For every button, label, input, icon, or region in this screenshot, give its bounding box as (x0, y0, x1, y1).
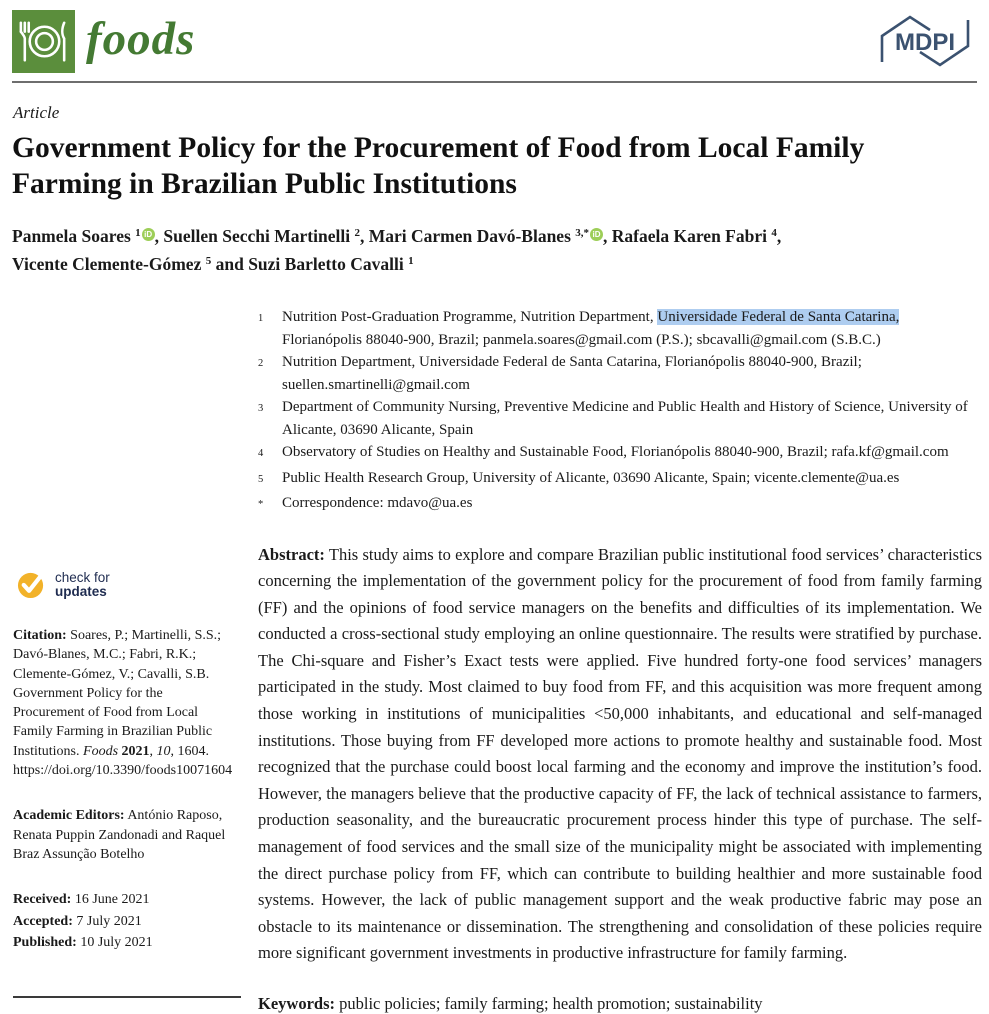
author-name: Panmela Soares (12, 226, 131, 246)
published-value: 10 July 2021 (76, 935, 153, 951)
citation-body: Soares, P.; Martinelli, S.S.; Davó-Blanes, M.C.; Fabri, R.K.; Clemente-Gómez, V.; Cavalli, S.B. Government Policy for the Procurement of Food from Local Family Farming in Brazilian Public Institutions. (13, 628, 222, 759)
dates-block (13, 889, 230, 954)
citation-journal: Foods (83, 743, 122, 759)
correspondence-line (258, 492, 982, 518)
author-separator: , (603, 226, 612, 246)
correspondence-text: Correspondence: mdavo@ua.es (282, 495, 473, 511)
affiliation-marker: 3 (258, 403, 264, 414)
affiliation-marker: 1 (258, 313, 264, 324)
abstract-text: This study aims to explore and compare Brazilian public institutional food services’ characteristics concerning the implementation of the government policy for the procurement of food from family farming (FF) and the opinions of food service managers on the benefits and difficulties of its implementation. We conducted a cross-sectional study employing an online questionnaire. The results were stratified by purchase. The Chi-square and Fisher’s Exact tests were applied. Five hundred forty-one food services’ managers participated in the study. Most claimed to buy food from FF, and this acquisition was more frequent among those working in institutions of municipalities <50,000 inhabitants, and educational and self-managed institutions. Those buying from FF developed more actions to promote healthy and sustainable food. Most recognized that the purchase could boost local farming and the economy and improve the institution’s food. However, the managers believe that the productive capacity of FF, the lack of technical assistance to farmers, production seasonality, and the bureaucratic procurement process hinder this type of purchase. The self-management of food services and the small size of the municipality might be associated with implementing the direct purchase policy from FF, which can contribute to building healthier and more sustainable food systems. However, the lack of public management support and the weak productive fabric may pose an obstacle to its maintenance or dissemination. The strengthening and consolidation of these policies require more significant government investments in productive infrastructure for family farming. (258, 544, 982, 963)
academic-editors-label: Academic Editors: (13, 808, 125, 824)
received-date (13, 889, 230, 911)
accepted-value: 7 July 2021 (72, 913, 142, 929)
author-affil-marker: 2 (354, 227, 360, 239)
academic-editors-names: António Raposo, Renata Puppin Zandonadi and Raquel Braz Assunção Botelho (13, 808, 226, 862)
sidebar-metadata-column (13, 569, 233, 954)
citation-doi[interactable]: , 1604. https://doi.org/10.3390/foods10071604 (13, 743, 233, 779)
author-affil-marker: 3,* (575, 227, 590, 239)
author-affil-marker: 1 (408, 255, 414, 267)
affiliation-text: Nutrition Department, Universidade Federal de Santa Catarina, Florianópolis 88040-900, Brazil; suellen.smartinelli@gmail.com (282, 354, 862, 393)
affiliation-text (282, 306, 982, 351)
author-name: Rafaela Karen Fabri (611, 226, 767, 246)
mdpi-logo (875, 10, 975, 72)
fork-plate-knife-icon (12, 10, 75, 73)
affiliation-item (258, 441, 982, 467)
author-separator: , (776, 226, 782, 246)
citation-year: 2021 (121, 743, 150, 759)
keywords-line (258, 994, 982, 1014)
author-separator: and (211, 254, 249, 274)
affiliation-text: Department of Community Nursing, Preventive Medicine and Public Health and History of Science, University of Alicante, 03690 Alicante, Spain (282, 399, 968, 438)
mdpi-wordmark: MDPI (895, 29, 955, 56)
accepted-date (13, 911, 230, 933)
abstract-label: Abstract: (258, 544, 325, 564)
orcid-icon[interactable]: iD (590, 228, 603, 241)
accepted-label: Accepted: (13, 913, 73, 929)
sidebar-bottom-divider (13, 996, 241, 998)
citation-label: Citation: (13, 628, 67, 643)
affiliation-text: Observatory of Studies on Healthy and Sustainable Food, Florianópolis 88040-900, Brazil; rafa.kf@gmail.com (282, 444, 949, 460)
selected-text-highlight: Universidade Federal de Santa Catarina, (657, 309, 900, 325)
author-affil-marker: 4 (771, 227, 777, 239)
check-icon (17, 570, 46, 599)
author-separator: , (359, 226, 369, 246)
academic-editors-block (13, 806, 230, 864)
author-name: Suellen Secchi Martinelli (163, 226, 351, 246)
header-divider (12, 81, 977, 83)
affiliation-item (258, 396, 982, 441)
check-badge-line1: check for (55, 569, 110, 585)
published-date (13, 932, 230, 954)
received-label: Received: (13, 892, 72, 908)
page-title: Government Policy for the Procurement of Food from Local Family Farming in Brazilian Public Institutions (12, 132, 865, 200)
citation-separator: , (149, 743, 157, 759)
article-type-label: Article (13, 103, 60, 122)
affiliation-marker: 4 (258, 448, 264, 459)
author-name: Suzi Barletto Cavalli (248, 254, 404, 274)
keywords-text: public policies; family farming; health promotion; sustainability (335, 994, 763, 1013)
check-for-updates-badge[interactable] (17, 570, 230, 599)
affiliation-text: Public Health Research Group, University of Alicante, 03690 Alicante, Spain; vicente.clemente@ua.es (282, 469, 900, 486)
author-affil-marker: 1 (135, 227, 141, 239)
orcid-icon[interactable]: iD (142, 228, 155, 241)
affiliation-item (258, 306, 982, 351)
affiliation-text-post: Florianópolis 88040-900, Brazil; panmela.soares@gmail.com (P.S.); sbcavalli@gmail.com (S.B.C.) (282, 331, 881, 348)
correspondence-marker: * (258, 499, 264, 510)
affiliation-marker: 5 (258, 473, 264, 485)
author-separator: , (154, 226, 164, 246)
author-name: Vicente Clemente-Gómez (12, 254, 202, 274)
author-name: Mari Carmen Davó-Blanes (368, 226, 571, 246)
citation-block (13, 626, 233, 780)
published-label: Published: (13, 935, 77, 951)
check-badge-text (55, 571, 110, 599)
foods-journal-logo (12, 10, 75, 73)
affiliation-marker: 2 (258, 358, 264, 369)
keywords-label: Keywords: (258, 994, 335, 1013)
main-content-column (258, 306, 982, 1014)
citation-volume: 10 (156, 743, 171, 759)
author-affil-marker: 5 (205, 255, 212, 267)
affiliation-item (258, 351, 982, 396)
received-value: 16 June 2021 (71, 892, 150, 908)
affiliation-item (258, 467, 982, 493)
journal-wordmark: foods (86, 13, 196, 65)
abstract-paragraph (258, 542, 982, 968)
affiliation-text-pre: Nutrition Post-Graduation Programme, Nutrition Department, (282, 309, 658, 325)
author-list (12, 224, 962, 280)
check-badge-line2: updates (55, 583, 107, 599)
